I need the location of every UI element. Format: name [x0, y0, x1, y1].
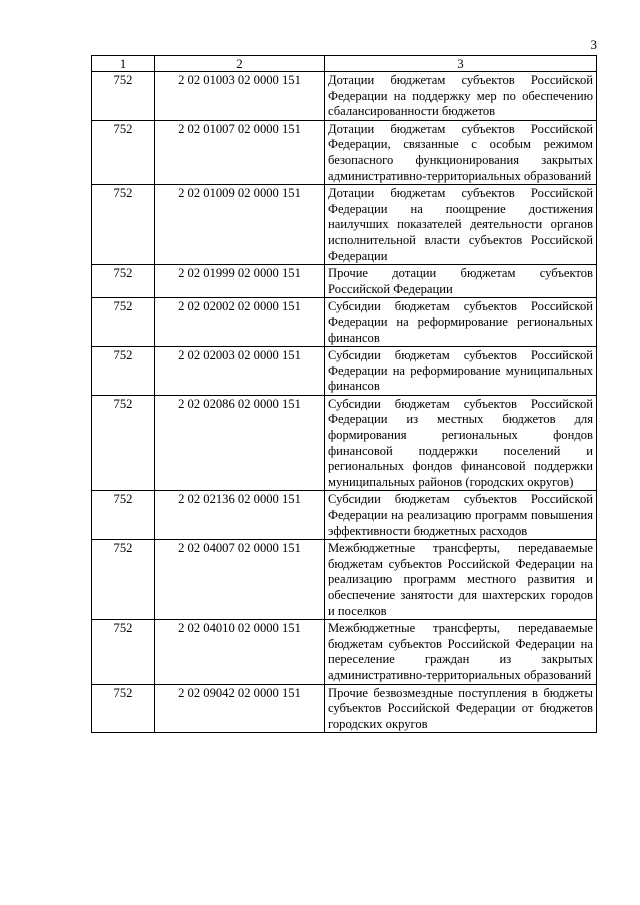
admin-code-cell: 752 [92, 120, 155, 184]
budget-code-cell: 2 02 01009 02 0000 151 [155, 185, 325, 265]
budget-classification-table [91, 55, 597, 733]
admin-code-cell: 752 [92, 265, 155, 298]
table-row [92, 620, 597, 684]
column-header-2: 2 [155, 56, 325, 72]
admin-code-cell: 752 [92, 540, 155, 620]
admin-code-cell: 752 [92, 347, 155, 396]
description-cell: Субсидии бюджетам субъектов Российской Федерации на реформирование региональных финансов [325, 298, 597, 347]
table-header-row [92, 56, 597, 72]
column-header-3: 3 [325, 56, 597, 72]
table-row [92, 491, 597, 540]
description-cell: Межбюджетные трансферты, передаваемые бюджетам субъектов Российской Федерации на реализацию программ местного развития и обеспечение занятости для шахтерских городов и поселков [325, 540, 597, 620]
table-row [92, 265, 597, 298]
budget-code-cell: 2 02 01007 02 0000 151 [155, 120, 325, 184]
budget-code-cell: 2 02 02136 02 0000 151 [155, 491, 325, 540]
table-row [92, 298, 597, 347]
table-row [92, 72, 597, 121]
admin-code-cell: 752 [92, 684, 155, 733]
description-cell: Субсидии бюджетам субъектов Российской Федерации на реформирование муниципальных финансов [325, 347, 597, 396]
budget-code-cell: 2 02 02003 02 0000 151 [155, 347, 325, 396]
table-row [92, 185, 597, 265]
description-cell: Прочие безвозмездные поступления в бюджеты субъектов Российской Федерации от бюджетов городских округов [325, 684, 597, 733]
admin-code-cell: 752 [92, 72, 155, 121]
page-number: 3 [590, 37, 597, 52]
budget-code-cell: 2 02 04010 02 0000 151 [155, 620, 325, 684]
admin-code-cell: 752 [92, 395, 155, 491]
table-row [92, 395, 597, 491]
budget-code-cell: 2 02 04007 02 0000 151 [155, 540, 325, 620]
budget-code-cell: 2 02 02002 02 0000 151 [155, 298, 325, 347]
table-row [92, 120, 597, 184]
description-cell: Прочие дотации бюджетам субъектов Российской Федерации [325, 265, 597, 298]
budget-code-cell: 2 02 01999 02 0000 151 [155, 265, 325, 298]
budget-code-cell: 2 02 01003 02 0000 151 [155, 72, 325, 121]
admin-code-cell: 752 [92, 185, 155, 265]
table-row [92, 347, 597, 396]
description-cell: Субсидии бюджетам субъектов Российской Федерации из местных бюджетов для формирования региональных фондов финансовой поддержки поселений и региональных фондов финансовой поддержки муниципальных районов (городских округов) [325, 395, 597, 491]
description-cell: Дотации бюджетам субъектов Российской Федерации на поощрение достижения наилучших показателей деятельности органов исполнительной власти субъектов Российской Федерации [325, 185, 597, 265]
description-cell: Межбюджетные трансферты, передаваемые бюджетам субъектов Российской Федерации на переселение граждан из закрытых административно-территориальных образований [325, 620, 597, 684]
admin-code-cell: 752 [92, 620, 155, 684]
table-row [92, 684, 597, 733]
table-row [92, 540, 597, 620]
admin-code-cell: 752 [92, 491, 155, 540]
budget-code-cell: 2 02 09042 02 0000 151 [155, 684, 325, 733]
description-cell: Дотации бюджетам субъектов Российской Федерации на поддержку мер по обеспечению сбалансированности бюджетов [325, 72, 597, 121]
description-cell: Субсидии бюджетам субъектов Российской Федерации на реализацию программ повышения эффективности бюджетных расходов [325, 491, 597, 540]
column-header-1: 1 [92, 56, 155, 72]
description-cell: Дотации бюджетам субъектов Российской Федерации, связанные с особым режимом безопасного функционирования закрытых административно-территориальных образований [325, 120, 597, 184]
budget-code-cell: 2 02 02086 02 0000 151 [155, 395, 325, 491]
admin-code-cell: 752 [92, 298, 155, 347]
